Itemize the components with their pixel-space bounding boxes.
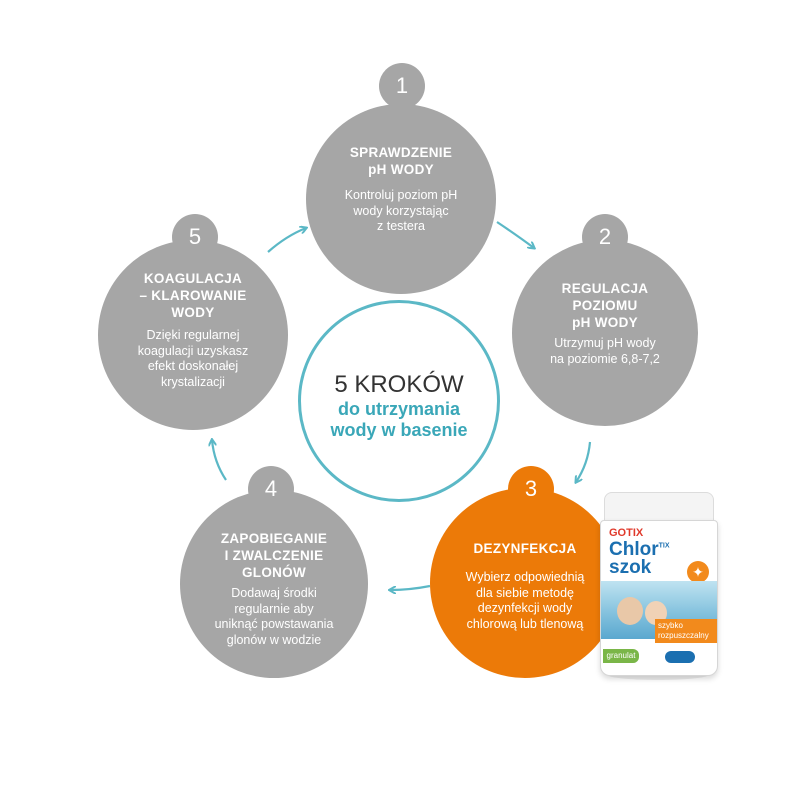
step-4-title: ZAPOBIEGANIE I ZWALCZENIE GLONÓW <box>220 531 328 580</box>
product-form-tag: granulat <box>603 649 639 663</box>
arrow-3-to-4 <box>390 586 430 590</box>
step-4-description: Dodawaj środki regularnie aby uniknąć powstawania glonów w wodzie <box>214 586 334 647</box>
star-badge-icon: ✦ <box>687 561 709 583</box>
step-3-description: Wybierz odpowiednią dla siebie metodę dezynfekcji wody chlorową lub tlenową <box>465 570 585 631</box>
product-name-line1: Chlor$^{TIX}$ <box>609 539 670 560</box>
step-1-number: 1 <box>379 63 425 109</box>
product-name-line2: szok <box>609 557 652 578</box>
manufacturer-logo-icon <box>665 651 695 663</box>
arrow-5-to-1 <box>268 228 306 252</box>
product-jar <box>598 492 718 680</box>
arrow-1-to-2 <box>497 222 534 248</box>
step-3-title: DEZYNFEKCJA <box>473 541 577 556</box>
step-2-number: 2 <box>582 214 628 260</box>
step-2-title: REGULACJA POZIOMU pH WODY <box>561 281 649 330</box>
step-5-number: 5 <box>172 214 218 260</box>
arrow-2-to-3 <box>576 442 590 482</box>
center-circle <box>298 300 500 502</box>
jar-label <box>600 520 718 676</box>
step-3-circle <box>430 488 620 678</box>
center-subtitle-line1: do utrzymania <box>337 399 461 419</box>
step-3-number: 3 <box>508 466 554 512</box>
product-feature-tag: szybko rozpuszczalny <box>655 619 717 643</box>
arrow-4-to-5 <box>212 440 226 480</box>
child-face-image <box>617 597 643 625</box>
step-1-title: SPRAWDZENIE pH WODY <box>349 145 453 177</box>
step-5-title: KOAGULACJA – KLAROWANIE WODY <box>139 271 247 320</box>
step-1-circle <box>306 104 496 294</box>
step-2-description: Utrzymuj pH wody na poziomie 6,8-7,2 <box>550 336 660 366</box>
step-5-circle <box>98 240 288 430</box>
center-heading: 5 KROKÓW <box>334 371 464 398</box>
step-5-description: Dzięki regularnej koagulacji uzyskasz efekt doskonałej krystalizacji <box>137 328 249 389</box>
step-4-circle <box>180 490 368 678</box>
step-1-description: Kontroluj poziom pH wody korzystając z testera <box>344 188 458 233</box>
center-subtitle-line2: wody w basenie <box>330 420 468 440</box>
step-2-circle <box>512 240 698 426</box>
step-4-number: 4 <box>248 466 294 512</box>
product-brand: GOTIX <box>609 527 644 539</box>
